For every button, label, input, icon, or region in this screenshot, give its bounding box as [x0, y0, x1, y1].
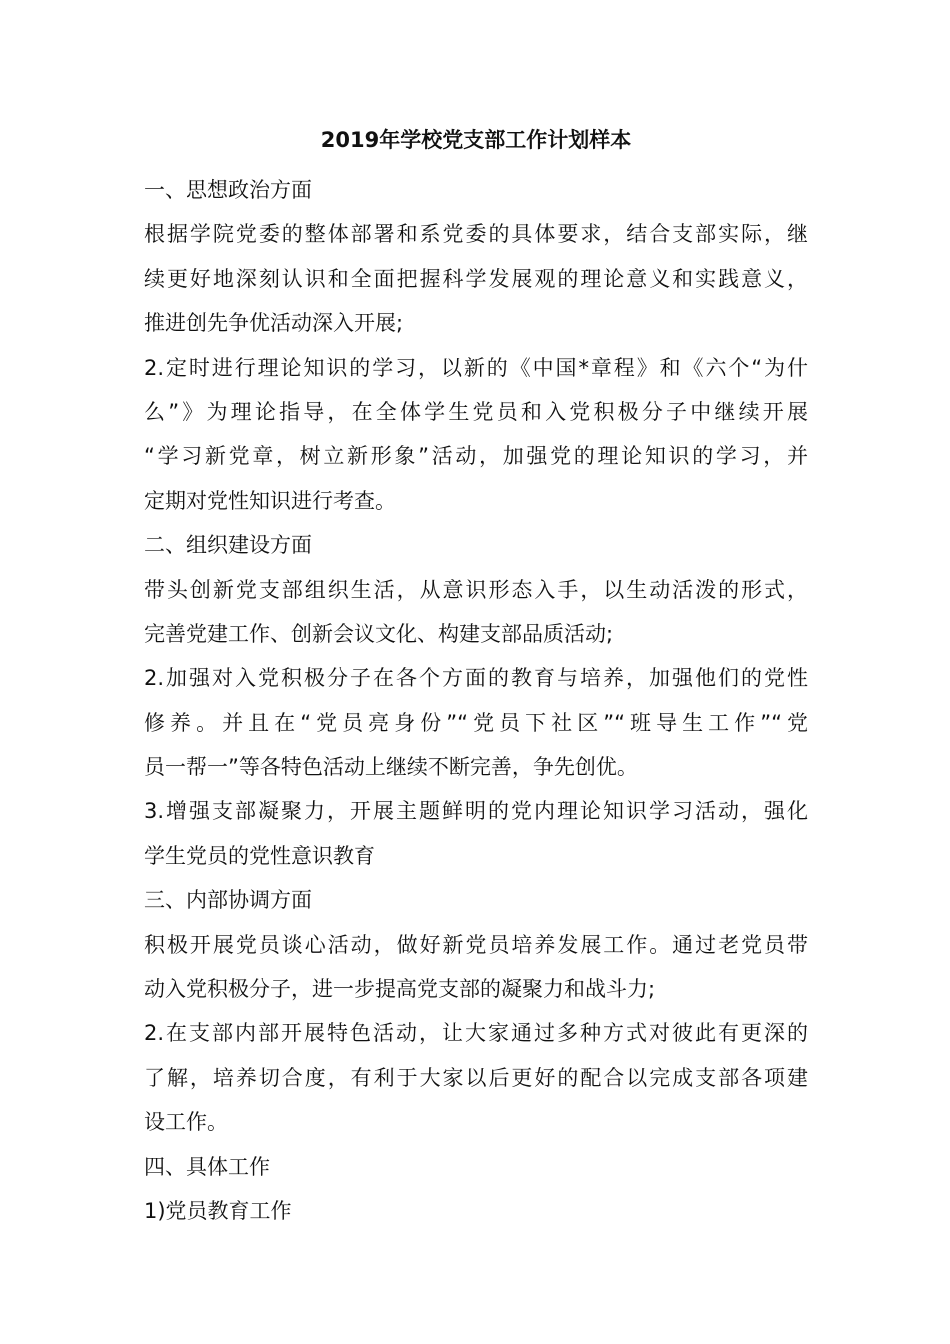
text-line: 设工作。 — [144, 1110, 228, 1135]
text-line: 么”》为理论指导，在全体学生党员和入党积极分子中继续开展 — [144, 399, 808, 424]
text-line: 定期对党性知识进行考查。 — [144, 488, 396, 513]
text-line: 1)党员教育工作 — [144, 1198, 292, 1223]
document-title: 2019年学校党支部工作计划样本 — [320, 128, 632, 152]
text-line: 员一帮一”等各特色活动上继续不断完善，争先创优。 — [144, 755, 638, 780]
text-line: 根据学院党委的整体部署和系党委的具体要求，结合支部实际，继 — [144, 222, 808, 247]
text-line: 完善党建工作、创新会议文化、构建支部品质活动; — [144, 621, 614, 646]
text-line: 3.增强支部凝聚力，开展主题鲜明的党内理论知识学习活动，强化 — [144, 799, 808, 824]
text-line: 带头创新党支部组织生活，从意识形态入手，以生动活泼的形式， — [144, 577, 808, 602]
text-line: 2.加强对入党积极分子在各个方面的教育与培养，加强他们的党性 — [144, 666, 808, 691]
text-line: 2.在支部内部开展特色活动，让大家通过多种方式对彼此有更深的 — [144, 1021, 808, 1046]
text-line: 动入党积极分子，进一步提高党支部的凝聚力和战斗力; — [144, 977, 656, 1002]
text-line: 一、思想政治方面 — [144, 178, 312, 202]
document-body — [144, 168, 808, 1233]
document-page — [144, 124, 808, 1233]
text-line: 续更好地深刻认识和全面把握科学发展观的理论意义和实践意义， — [144, 266, 808, 291]
text-line: 2.定时进行理论知识的学习，以新的《中国*章程》和《六个“为什 — [144, 355, 808, 380]
text-line: 三、内部协调方面 — [144, 888, 312, 913]
text-line: 积极开展党员谈心活动，做好新党员培养发展工作。通过老党员带 — [144, 932, 808, 957]
text-line: 四、具体工作 — [144, 1154, 270, 1179]
text-line: 二、组织建设方面 — [144, 533, 312, 558]
text-line: 了解，培养切合度，有利于大家以后更好的配合以完成支部各项建 — [144, 1065, 808, 1090]
text-line: 学生党员的党性意识教育 — [144, 843, 375, 868]
text-line: “学习新党章，树立新形象”活动，加强党的理论知识的学习，并 — [144, 444, 808, 469]
text-line: 推进创先争优活动深入开展; — [144, 311, 404, 336]
text-line: 修养。并且在“党员亮身份”“党员下社区”“班导生工作”“党 — [144, 710, 808, 735]
